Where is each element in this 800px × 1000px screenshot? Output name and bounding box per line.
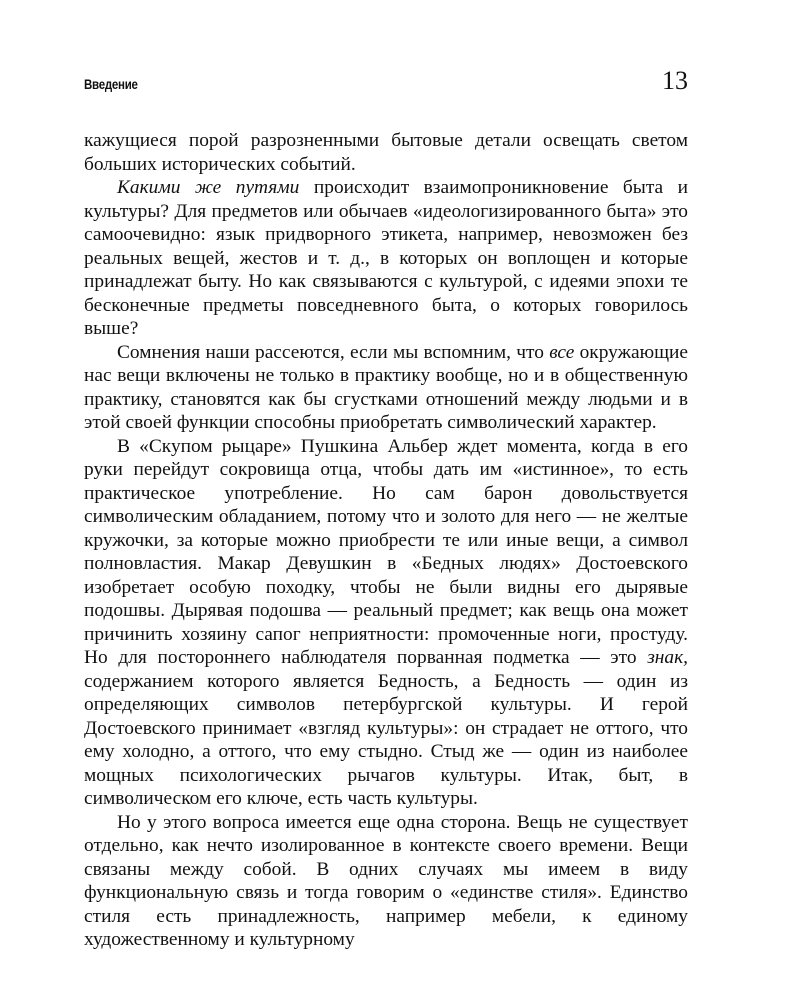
- text-segment: происходит взаимопроникновение быта и культуры? Для предметов или обычаев «идеологизированного быта» это самоочевидно: язык придворного этикета, например, невозможен без реальных вещей, жестов и т. д., в которых он воплощен и которые принадлежат быту. Но как связываются с культурой, с идеями эпохи те бесконечные предметы повседневного быта, о которых говорилось выше?: [84, 177, 688, 339]
- text-segment: содержанием которого является Бедность, а Бедность — один из определяющих символов петербургской культуры. И герой Достоевского принимает «взгляд культуры»: он страдает не оттого, что ему холодно, а оттого, что ему стыдно. Стыд же — один из наиболее мощных психологических рычагов культуры. Итак, быт, в символическом его ключе, есть часть культуры.: [84, 670, 688, 809]
- text-segment: Но у этого вопроса имеется еще одна сторона. Вещь не существует отдельно, как нечто изолированное в контексте своего времени. Вещи связаны между собой. В одних случаях мы имеем в виду функциональную связь и тогда говорим о «единстве стиля». Единство стиля есть принадлежность, например мебели, к единому художественному и культурному: [84, 811, 688, 950]
- text-segment: В «Скупом рыцаре» Пушкина Альбер ждет момента, когда в его руки перейдут сокровища отца, чтобы дать им «истинное», то есть практическое употребление. Но сам барон довольствуется символическим обладанием, потому что и золото для него — не желтые кружочки, за которые можно приобрести те или иные вещи, а символ полновластия. Макар Девушкин в «Бедных людях» Достоевского изобретает особую походку, чтобы не были видны его дырявые подошвы. Дырявая подошва — реальный предмет; как вещь она может причинить хозяину сапог неприятности: промоченные ноги, простуду. Но для постороннего наблюдателя порванная подметка — это: [84, 435, 688, 668]
- paragraph: [84, 341, 688, 435]
- paragraph: [84, 176, 688, 341]
- italic-text-segment: знак,: [647, 647, 688, 668]
- running-head-section-title: Введение: [84, 76, 138, 92]
- page-number: 13: [662, 66, 688, 95]
- body-text: [84, 129, 688, 952]
- text-segment: Сомнения наши рассеются, если мы вспомним, что: [117, 341, 550, 363]
- text-segment: окружающие нас вещи включены не только в практику вообще, но и в общественную практику, становятся как бы сгустками отношений между людьми и в этой своей функции способны приобретать символический характер.: [84, 341, 689, 433]
- paragraph: [84, 129, 688, 176]
- paragraph: [84, 435, 688, 811]
- text-segment: кажущиеся порой разрозненными бытовые детали освещать светом больших исторических событий.: [84, 130, 688, 175]
- paragraph: [84, 811, 688, 952]
- italic-text-segment: Какими же путями: [117, 177, 300, 198]
- italic-text-segment: все: [549, 341, 575, 363]
